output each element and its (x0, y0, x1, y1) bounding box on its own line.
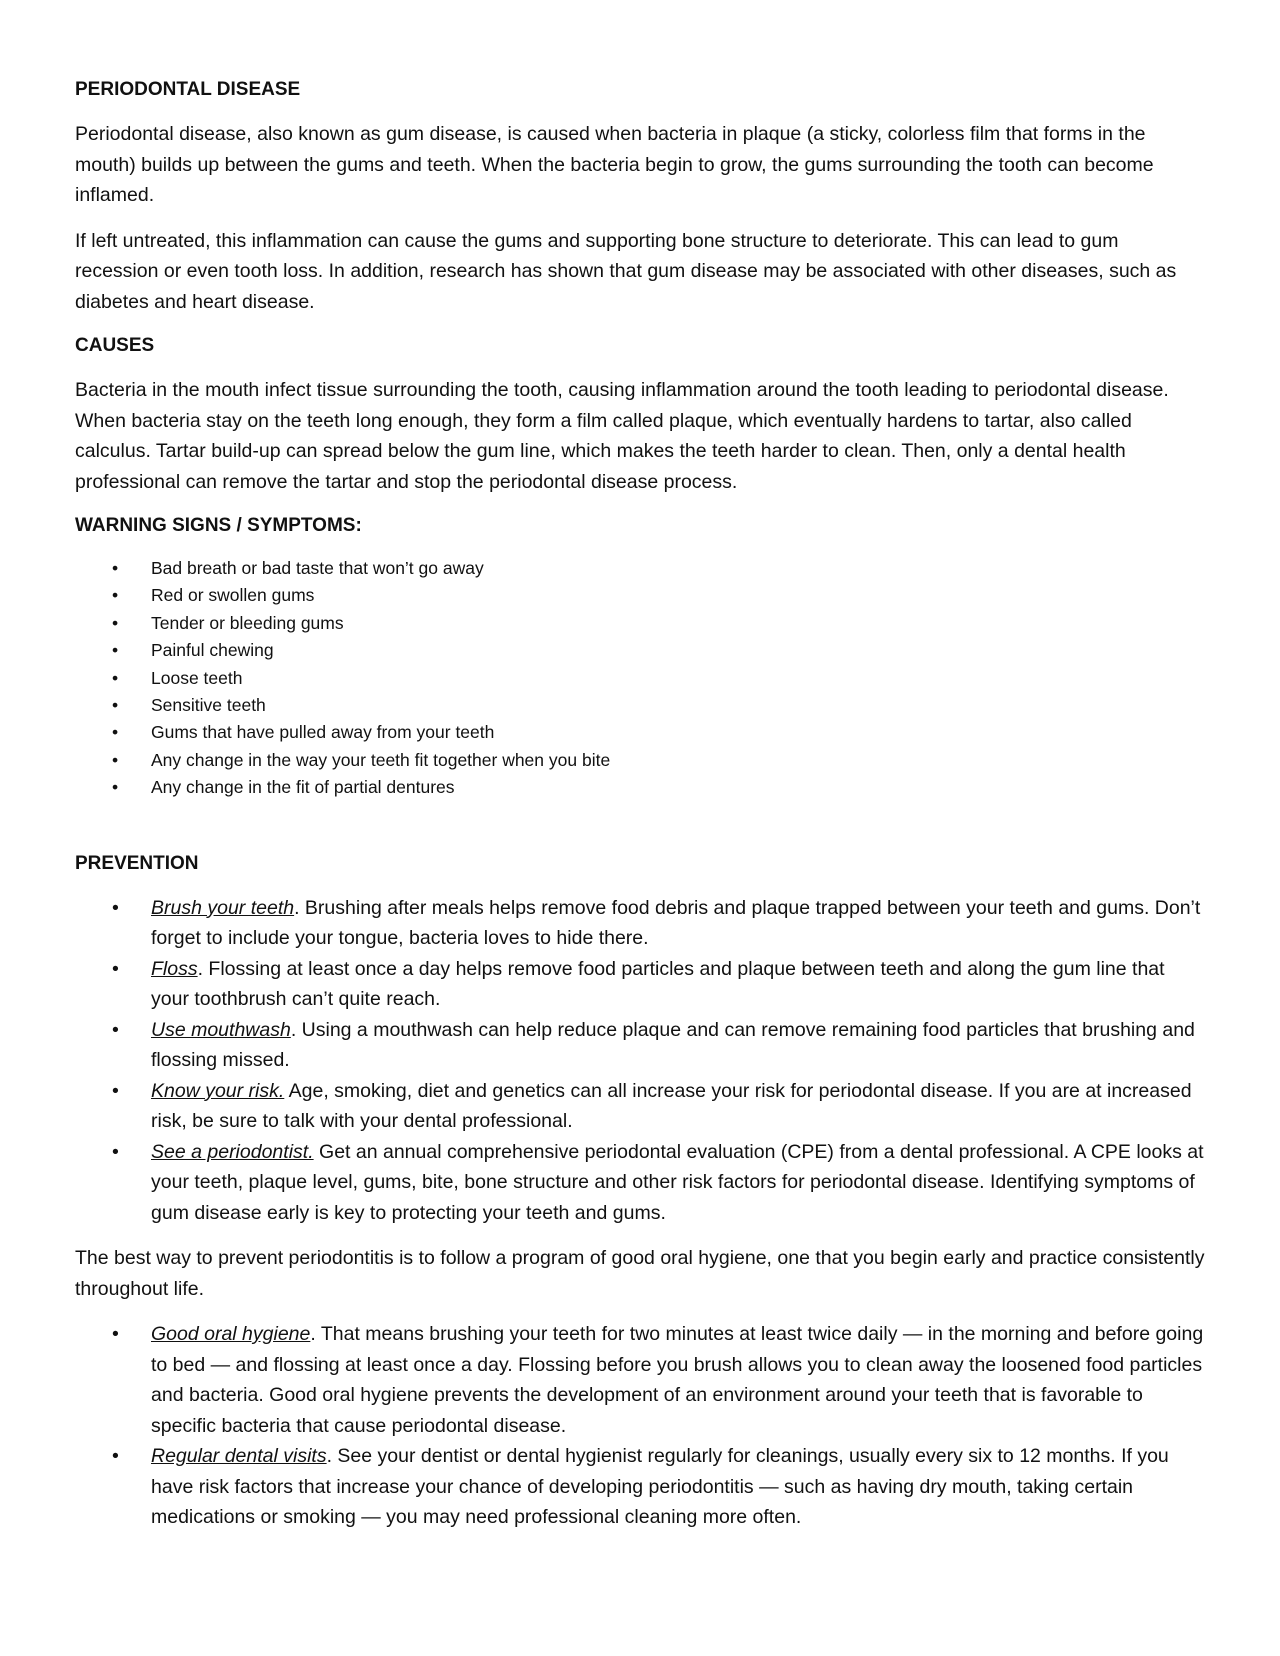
bullet-icon: • (112, 957, 119, 980)
list-item: • Sensitive teeth (75, 692, 1205, 719)
causes-paragraph: Bacteria in the mouth infect tissue surrounding the tooth, causing inflammation around the tooth leading to periodontal disease. When bacteria stay on the teeth long enough, they form a film called plaque, which eventually hardens to tartar, also called calculus. Tartar build-up can spread below the gum line, which makes the teeth harder to clean. Then, only a dental health professional can remove the tartar and stop the periodontal disease process. (75, 379, 1169, 493)
document-page (75, 76, 1205, 1548)
bullet-icon: • (112, 1079, 119, 1102)
bullet-icon: • (112, 612, 119, 633)
list-item: • Tender or bleeding gums (75, 610, 1205, 637)
item-lead: Floss (151, 957, 198, 980)
bullet-icon: • (112, 585, 119, 606)
item-lead: Brush your teeth (151, 896, 295, 919)
document-title: PERIODONTAL DISEASE (75, 79, 301, 100)
bullet-icon: • (112, 695, 119, 716)
list-item: • Use mouthwash. Using a mouthwash can help reduce plaque and can remove remaining food particles that brushing and flossing missed. (75, 1015, 1205, 1076)
prevention-heading: PREVENTION (75, 852, 199, 874)
list-item: • Gums that have pulled away from your teeth (75, 719, 1205, 746)
list-item: • Regular dental visits. See your dentist or dental hygienist regularly for cleanings, usually every six to 12 months. If you have risk factors that increase your chance of developing periodontitis — such as having dry mouth, taking certain medications or smoking — you may need professional cleaning more often. (75, 1441, 1205, 1533)
prevention-summary: The best way to prevent periodontitis is to follow a program of good oral hygiene, one that you begin early and practice consistently throughout life. (75, 1247, 1205, 1300)
item-lead: Regular dental visits (151, 1445, 327, 1468)
item-lead: Use mouthwash (151, 1018, 291, 1041)
list-item: • Loose teeth (75, 665, 1205, 692)
bullet-icon: • (112, 777, 119, 798)
bullet-icon: • (112, 896, 119, 919)
bullet-icon: • (112, 1018, 119, 1041)
hygiene-list (75, 1319, 1205, 1533)
prevention-list (75, 893, 1205, 1229)
list-item: • Know your risk. Age, smoking, diet and genetics can all increase your risk for periodontal disease. If you are at increased risk, be sure to talk with your dental professional. (75, 1076, 1205, 1137)
list-item: • Floss. Flossing at least once a day helps remove food particles and plaque between teeth and along the gum line that your toothbrush can’t quite reach. (75, 954, 1205, 1015)
bullet-icon: • (112, 749, 119, 770)
item-lead: See a periodontist. (151, 1140, 314, 1163)
item-lead: Know your risk. (151, 1079, 285, 1102)
bullet-icon: • (112, 558, 119, 578)
list-item: • Good oral hygiene. That means brushing your teeth for two minutes at least twice daily — in the morning and before going to bed — and flossing at least once a day. Flossing before you brush allows you to clean away the loosened food particles and bacteria. Good oral hygiene prevents the development of an environment around your teeth that is favorable to specific bacteria that cause periodontal disease. (75, 1319, 1205, 1441)
intro-paragraph-2: If left untreated, this inflammation can cause the gums and supporting bone structure to deteriorate. This can lead to gum recession or even tooth loss. In addition, research has shown that gum disease may be associated with other diseases, such as diabetes and heart disease. (75, 229, 1177, 313)
causes-heading: CAUSES (75, 335, 155, 356)
list-item: • Painful chewing (75, 637, 1205, 664)
bullet-icon: • (112, 1323, 119, 1346)
list-item: • See a periodontist. Get an annual comprehensive periodontal evaluation (CPE) from a dental professional. A CPE looks at your teeth, plaque level, gums, bite, bone structure and other risk factors for periodontal disease. Identifying symptoms of gum disease early is key to protecting your teeth and gums. (75, 1137, 1205, 1229)
bullet-icon: • (112, 722, 119, 743)
list-item: • Bad breath or bad taste that won’t go away (75, 555, 1205, 582)
list-item: • Any change in the way your teeth fit together when you bite (75, 747, 1205, 774)
list-item: • Red or swollen gums (75, 582, 1205, 609)
symptoms-list (75, 555, 1205, 802)
bullet-icon: • (112, 1445, 119, 1468)
bullet-icon: • (112, 667, 119, 688)
list-item: • Any change in the fit of partial dentures (75, 774, 1205, 801)
bullet-icon: • (112, 640, 119, 661)
bullet-icon: • (112, 1140, 119, 1163)
intro-paragraph-1: Periodontal disease, also known as gum disease, is caused when bacteria in plaque (a sticky, colorless film that forms in the mouth) builds up between the gums and teeth. When the bacteria begin to grow, the gums surrounding the tooth can become inflamed. (75, 123, 1154, 206)
list-item: • Brush your teeth. Brushing after meals helps remove food debris and plaque trapped between your teeth and gums. Don’t forget to include your tongue, bacteria loves to hide there. (75, 893, 1205, 954)
item-lead: Good oral hygiene (151, 1323, 311, 1346)
symptoms-heading: WARNING SIGNS / SYMPTOMS: (75, 515, 362, 536)
